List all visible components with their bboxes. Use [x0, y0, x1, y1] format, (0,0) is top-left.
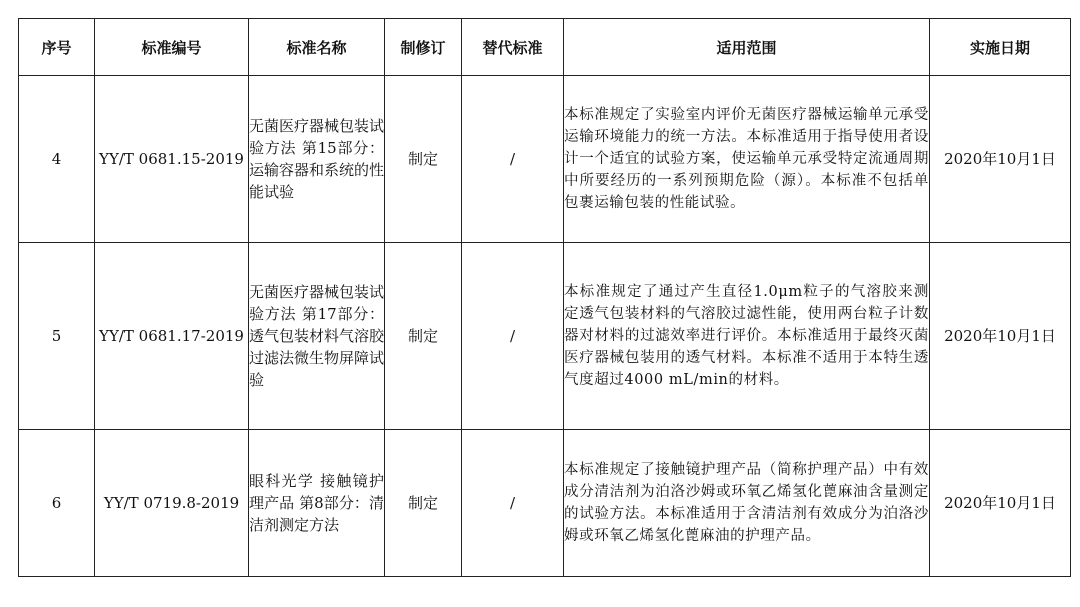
row-revision: 制定: [385, 430, 462, 577]
row-code: YY/T 0719.8-2019: [103, 493, 240, 512]
row-revision: 制定: [385, 76, 462, 243]
row-name: 无菌医疗器械包装试验方法 第15部分：运输容器和系统的性能试验: [249, 76, 385, 243]
table-row: [19, 76, 1071, 243]
row-code-cell: [95, 243, 249, 430]
header-revision: 制修订: [385, 19, 462, 76]
header-scope: 适用范围: [564, 19, 930, 76]
row-date: 2020年10月1日: [930, 430, 1071, 577]
header-date: 实施日期: [930, 19, 1071, 76]
row-scope: 本标准规定了接触镜护理产品（简称护理产品）中有效成分清洁剂为泊洛沙姆或环氧乙烯氢化蓖麻油含量测定的试验方法。本标准适用于含清洁剂有效成分为泊洛沙姆或环氧乙烯氢化蓖麻油的护理产品。: [564, 430, 930, 577]
table-row: [19, 243, 1071, 430]
header-replaces: 替代标准: [462, 19, 564, 76]
header-row: [19, 19, 1071, 76]
row-revision: 制定: [385, 243, 462, 430]
row-replaces: /: [462, 430, 564, 577]
row-code-cell: [95, 76, 249, 243]
standards-table: [18, 18, 1071, 577]
row-index: 4: [19, 76, 95, 243]
row-index: 5: [19, 243, 95, 430]
row-name: 无菌医疗器械包装试验方法 第17部分：透气包装材料气溶胶过滤法微生物屏障试验: [249, 243, 385, 430]
row-replaces: /: [462, 76, 564, 243]
table-row: [19, 430, 1071, 577]
row-date: 2020年10月1日: [930, 243, 1071, 430]
row-scope: 本标准规定了实验室内评价无菌医疗器械运输单元承受运输环境能力的统一方法。本标准适用于指导使用者设计一个适宜的试验方案，使运输单元承受特定流通周期中所要经历的一系列预期危险（源）。本标准不包括单包裹运输包装的性能试验。: [564, 76, 930, 243]
row-index: 6: [19, 430, 95, 577]
row-date: 2020年10月1日: [930, 76, 1071, 243]
header-index: 序号: [19, 19, 95, 76]
header-code: 标准编号: [95, 19, 249, 76]
header-name: 标准名称: [249, 19, 385, 76]
row-name: 眼科光学 接触镜护理产品 第8部分：清洁剂测定方法: [249, 430, 385, 577]
row-scope: 本标准规定了通过产生直径1.0μm粒子的气溶胶来测定透气包装材料的气溶胶过滤性能，使用两台粒子计数器对材料的过滤效率进行评价。本标准适用于最终灭菌医疗器械包装用的透气材料。本标准不适用于本特生透气度超过4000 mL/min的材料。: [564, 243, 930, 430]
row-code-cell: [95, 430, 249, 577]
row-replaces: /: [462, 243, 564, 430]
row-code: YY/T 0681.17-2019: [99, 326, 244, 345]
row-code: YY/T 0681.15-2019: [99, 149, 244, 168]
